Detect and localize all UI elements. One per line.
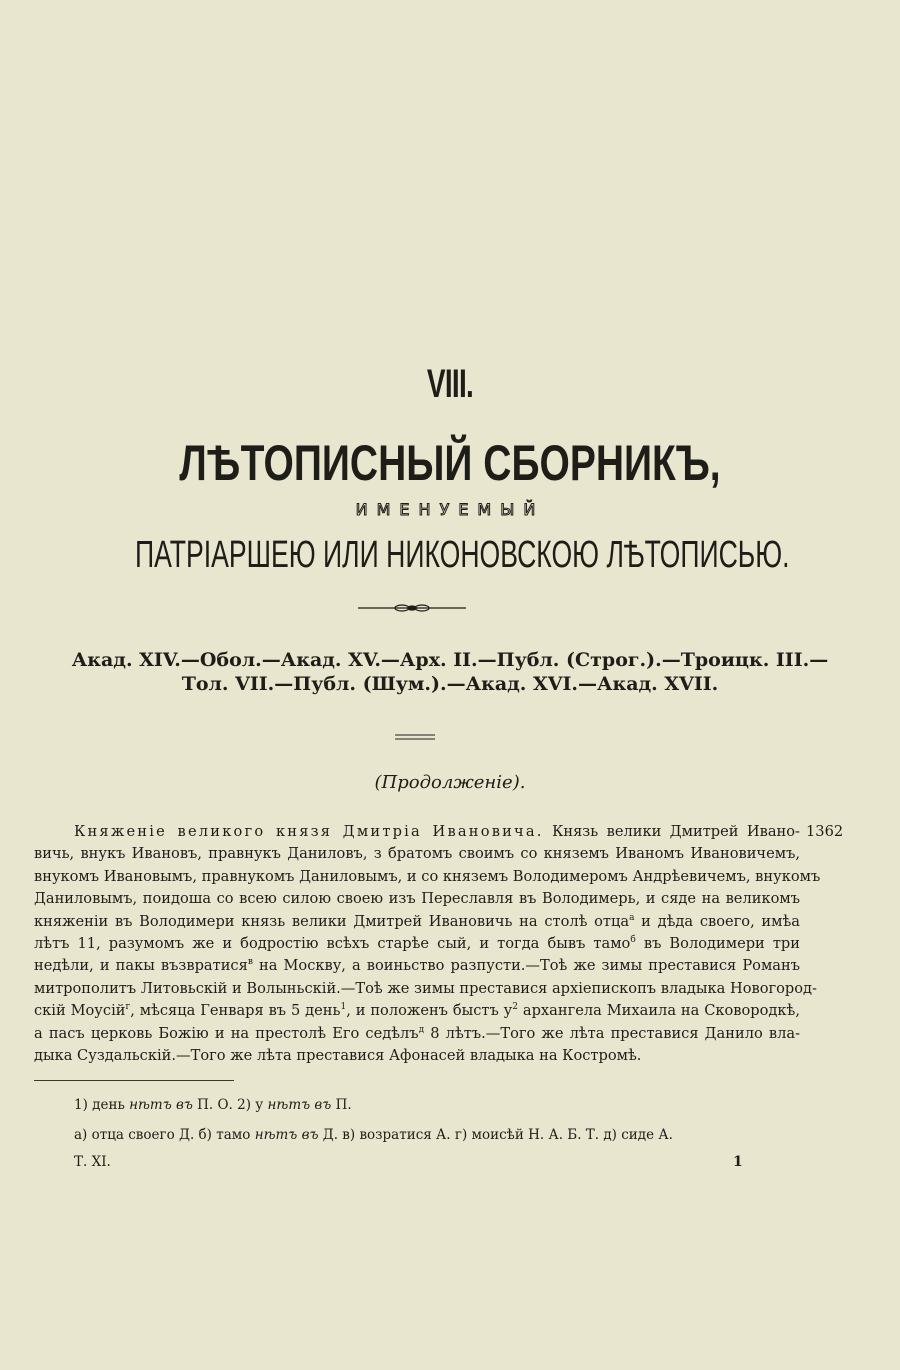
text-run: а пасъ церковь Божію и на престолѣ Его седѣлъ [34, 1024, 419, 1042]
text-run: П. О. 2) у [192, 1097, 268, 1113]
page-number: 1 [733, 1154, 743, 1170]
footnote-ref: 1 [340, 1002, 347, 1013]
text-run: 1) день [74, 1097, 130, 1113]
text-line [34, 1000, 800, 1022]
text-run: и дѣда своего, имѣа [634, 912, 801, 930]
text-run: , и положенъ быстъ у [346, 1002, 513, 1020]
text-run: въ Володимери три [635, 934, 800, 952]
text-run: нѣтъ въ [129, 1097, 193, 1113]
footnote-ref: д [418, 1024, 425, 1035]
footnote-ref: 2 [512, 1002, 518, 1013]
source-list [60, 648, 840, 696]
text-line [34, 955, 800, 977]
body-paragraph [34, 821, 821, 1067]
section-number: VIII. [426, 362, 474, 406]
footnote-ref: г [125, 1002, 131, 1013]
continuation-label: (Продолженіе). [374, 772, 526, 793]
page-title-secondary: ПАТРІАРШЕЮ ИЛИ НИКОНОВСКОЮ ЛѢТОПИСЬЮ. [135, 534, 790, 576]
footnote-lettered [74, 1127, 673, 1143]
page-title: ЛѢТОПИСНЫЙ СБОРНИКЪ, [179, 435, 721, 491]
footnote-numeric [74, 1097, 352, 1113]
text-line [34, 1023, 800, 1045]
text-line [34, 911, 800, 933]
text-run: архангела Михаила на Сковородкѣ, [518, 1002, 800, 1020]
text-line: вичь, внукъ Ивановъ, правнукъ Даниловъ, з братомъ своимъ со княземъ Иваномъ Ивановичемъ, [34, 845, 800, 863]
text-run: на Москву, а воиньство разпусти.—Тоѣ же зимы преставися Романъ [252, 957, 801, 975]
text-line [34, 933, 800, 955]
source-list-line: Тол. VII.—Публ. (Шум.).—Акад. XVI.—Акад. XVII. [181, 673, 719, 695]
subtitle: ИМЕНУЕМЫЙ [355, 500, 545, 519]
text-run: нѣтъ въ [254, 1127, 319, 1143]
footnote-ref: в [247, 957, 253, 968]
margin-year: 1362 [806, 823, 844, 840]
text-line: внукомъ Ивановымъ, правнукомъ Даниловымъ, и со княземъ Володимеромъ Андрѣевичемъ, внукомъ [34, 867, 821, 885]
text-run: , мѣсяца Генваря въ 5 день [130, 1002, 341, 1020]
text-run: Д. в) возратися А. г) моисѣй Н. А. Б. Т. д) сиде А. [318, 1127, 673, 1143]
source-list-line: Акад. XIV.—Обол.—Акад. XV.—Арх. II.—Публ. (Строг.).—Троицк. III.— [71, 649, 829, 671]
text-line [34, 821, 800, 843]
chapter-heading: Княженіе великого князя Дмитріа Ивановича. [74, 823, 544, 840]
text-run: недѣли, и пакы възвратися [34, 957, 248, 975]
text-line: дыка Суздальскій.—Того же лѣта преставися Афонасей владыка на Костромѣ. [34, 1046, 642, 1064]
text-run: скій Моусій [34, 1002, 126, 1020]
double-rule-icon [395, 733, 435, 741]
text-run: Князь велики Дмитрей Ивано- [543, 823, 800, 840]
text-run: лѣтъ 11, разумомъ же и бодростію всѣхъ старѣе сый, и тогда бывъ тамо [34, 934, 631, 952]
text-run: а) отца своего Д. б) тамо [74, 1127, 255, 1143]
text-run: 8 лѣтъ.—Того же лѣта преставися Данило вла- [424, 1024, 801, 1042]
footnote-ref: б [630, 935, 636, 946]
footnote-rule [34, 1080, 234, 1081]
text-run: нѣтъ въ [267, 1097, 332, 1113]
footnote-ref: а [629, 912, 635, 923]
text-run: П. [331, 1097, 352, 1113]
signature-mark: Т. XI. [74, 1154, 111, 1170]
text-run: княженіи въ Володимери князь велики Дмитрей Ивановичь на столѣ отца [34, 912, 630, 930]
text-line: митрополитъ Литовьскій и Волыньскій.—Тоѣ же зимы преставися архіепископъ владыка Новогород- [34, 979, 817, 997]
ornament-divider-icon [358, 601, 466, 615]
text-line: Даниловымъ, поидоша со всею силою своею изъ Переславля въ Володимерь, и сяде на великомъ [34, 890, 800, 908]
